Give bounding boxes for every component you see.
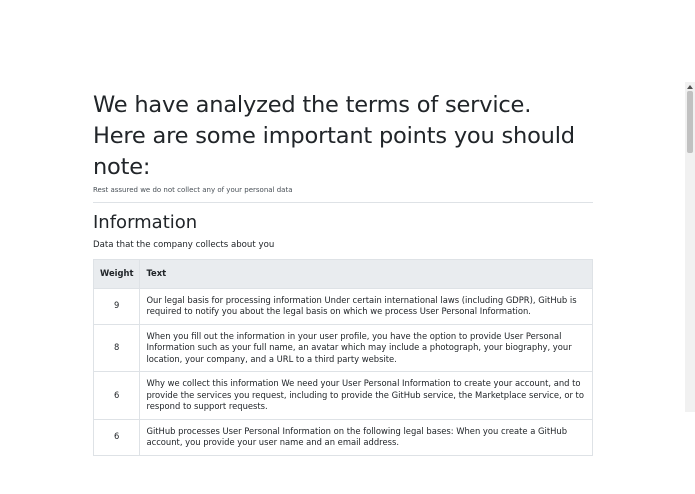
section-description: Data that the company collects about you [93,240,275,250]
scrollbar-thumb[interactable] [687,91,693,153]
text-cell: When you fill out the information in your user profile, you have the option to provide User Personal Information such as your full name, an avatar which may include a photograph, your biography, your location, your company, and a URL to a third party website. [140,324,593,372]
column-header-weight: Weight [94,260,140,289]
table-row [94,419,593,455]
weight-cell: 8 [94,324,140,372]
vertical-scrollbar[interactable] [685,82,695,412]
text-cell: Why we collect this information We need your User Personal Information to create your account, and to provide the services you request, including to provide the GitHub service, the Marketplace service, or to respond to support requests. [140,372,593,420]
privacy-note: Rest assured we do not collect any of your personal data [93,186,293,194]
page-title [93,90,593,183]
weight-cell: 6 [94,419,140,455]
text-cell: GitHub processes User Personal Information on the following legal bases: When you create a GitHub account, you provide your user name and an email address. [140,419,593,455]
page-title-line-2: Here are some important points you should note: [93,123,575,180]
column-header-text: Text [140,260,593,289]
table-row [94,324,593,372]
triangle-up-icon[interactable] [687,85,693,89]
information-table [93,259,593,456]
weight-cell: 6 [94,372,140,420]
section-title: Information [93,212,198,233]
content-container [93,90,593,456]
table-header-row [94,260,593,289]
page-title-line-1: We have analyzed the terms of service. [93,92,532,118]
divider [93,202,593,203]
weight-cell: 9 [94,288,140,324]
table-row [94,372,593,420]
table-row [94,288,593,324]
text-cell: Our legal basis for processing information Under certain international laws (including GDPR), GitHub is required to notify you about the legal basis on which we process User Personal Information. [140,288,593,324]
